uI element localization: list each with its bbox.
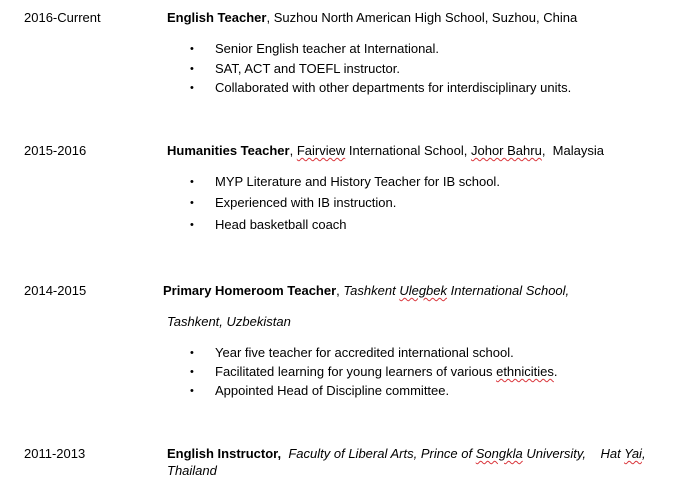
bullet-item: MYP Literature and History Teacher for IB school. [215,174,500,189]
organization-part: Tashkent [343,283,400,298]
bullet-item [215,364,558,380]
organization-location: Tashkent, Uzbekistan [167,314,291,329]
bullet-item: Experienced with IB instruction. [215,195,397,210]
bullet-item: Collaborated with other departments for interdisciplinary units. [215,80,572,95]
bullet-glyph: • [190,366,194,378]
bullet-item: SAT, ACT and TOEFL instructor. [215,61,400,76]
entry-heading [167,446,646,462]
organization-part: Johor Bahru [470,143,542,158]
entry-dates: 2016-Current [24,10,101,25]
organization: Suzhou North American High School, Suzhou, China [273,10,578,25]
job-title: Primary Homeroom Teacher [163,283,337,298]
organization-location: Thailand [167,463,217,478]
organization-part: Yai [624,446,642,461]
organization-part: International School, [345,143,471,158]
job-title: Humanities Teacher [167,143,290,158]
bullet-item: Year five teacher for accredited international school. [215,345,514,360]
bullet-text: . [553,364,558,379]
bullet-glyph: • [190,176,194,188]
job-title: English Instructor, [167,446,282,461]
organization-part: University, Hat [522,446,625,461]
entry-dates: 2011-2013 [24,446,86,461]
bullet-glyph: • [190,385,194,397]
entry-dates: 2014-2015 [24,283,87,298]
entry-heading: English Teacher, Suzhou North American High School, Suzhou, China [167,10,578,25]
organization-part: Fairview [296,143,346,158]
bullet-glyph: • [190,197,194,209]
bullet-glyph: • [190,43,194,55]
bullet-item: Senior English teacher at International. [215,41,440,56]
job-title: English Teacher [167,10,267,25]
bullet-text: Facilitated learning for young learners of various [215,364,497,379]
bullet-glyph: • [190,63,194,75]
bullet-item: Head basketball coach [215,217,347,232]
bullet-item: Appointed Head of Discipline committee. [215,383,450,398]
entry-heading: Primary Homeroom Teacher, Tashkent Ulegbek International School, [163,283,570,298]
entry-dates: 2015-2016 [24,143,87,158]
organization-part: , Malaysia [541,143,604,158]
bullet-glyph: • [190,347,194,359]
organization-part: Faculty of Liberal Arts, Prince of [288,446,476,461]
bullet-text: ethnicities [496,364,554,379]
organization-part: , [641,446,646,461]
organization-part: International School, [447,283,570,298]
entry-heading: Humanities Teacher, Fairview International School, Johor Bahru, Malaysia [167,143,604,158]
organization-part: Songkla [475,446,523,461]
bullet-glyph: • [190,82,194,94]
bullet-glyph: • [190,219,194,231]
organization-part: Ulegbek [399,283,448,298]
